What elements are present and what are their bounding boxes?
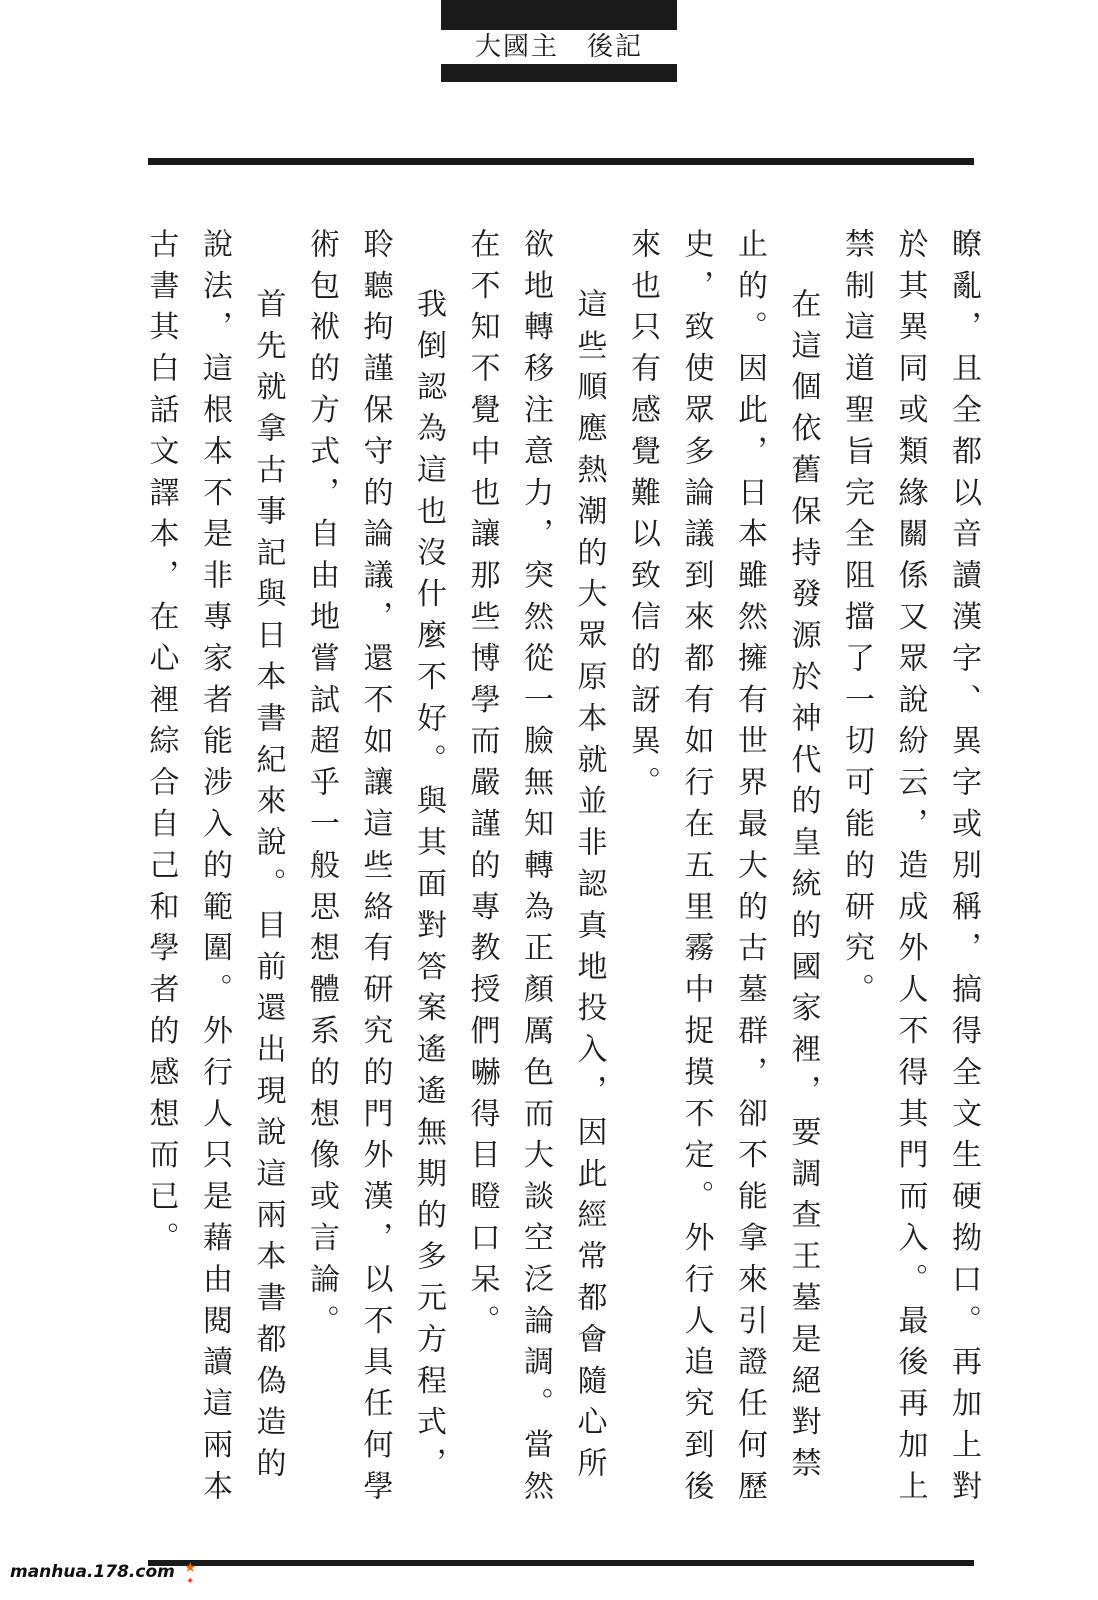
star-icon: ★ <box>184 1560 197 1576</box>
body-text <box>143 228 990 1520</box>
watermark-text: manhua.178.com <box>10 1562 175 1582</box>
sparkle-icon: ✦ <box>186 1576 195 1587</box>
paragraph-2: 在這個依舊保持發源於神代的皇統的國家裡，要調查王墓是絕對禁止的。因此，日本雖然擁有世界最大的古墓群，卻不能拿來引證任何歷史，致使眾多論議到來都有如行在五里霧中捉摸不定。外行人追究到後來也只有感覺難以致信的訝異。 <box>625 228 821 1512</box>
paragraph-5: 首先就拿古事記與日本書紀來說。目前還出現說這兩本書都偽造的說法，這根本不是非專家者能涉入的範圍。外行人只是藉由閱讀這兩本古書其白話文譯本，在心裡綜合自己和學者的感想而已。 <box>143 228 286 1512</box>
header-bar-bottom <box>441 64 677 82</box>
paragraph-1: 瞭亂，且全都以音讀漢字、異字或別稱，搞得全文生硬拗口。再加上對於其異同或類緣關係又眾說紛云，造成外人不得其門而入。最後再加上禁制這道聖旨完全阻擋了一切可能的研究。 <box>839 228 981 1512</box>
paragraph-4: 我倒認為這也沒什麼不好。與其面對答案遙遙無期的多元方程式，聆聽拘謹保守的論議，還不如讓這些絡有研究的門外漢，以不具任何學術包袱的方式，自由地嘗試超乎一般思想體系的想像或言論。 <box>304 228 446 1512</box>
top-divider <box>148 158 974 165</box>
header-banner <box>441 0 677 86</box>
bottom-divider <box>148 1560 974 1566</box>
paragraph-3: 這些順應熱潮的大眾原本就並非認真地投入，因此經常都會隨心所欲地轉移注意力，突然從一臉無知轉為正顏厲色而大談空泛論調。當然在不知不覺中也讓那些博學而嚴謹的專教授們嚇得目瞪口呆。 <box>464 228 607 1512</box>
header-bar-top <box>441 0 677 30</box>
page-title: 大國主 後記 <box>474 32 643 62</box>
